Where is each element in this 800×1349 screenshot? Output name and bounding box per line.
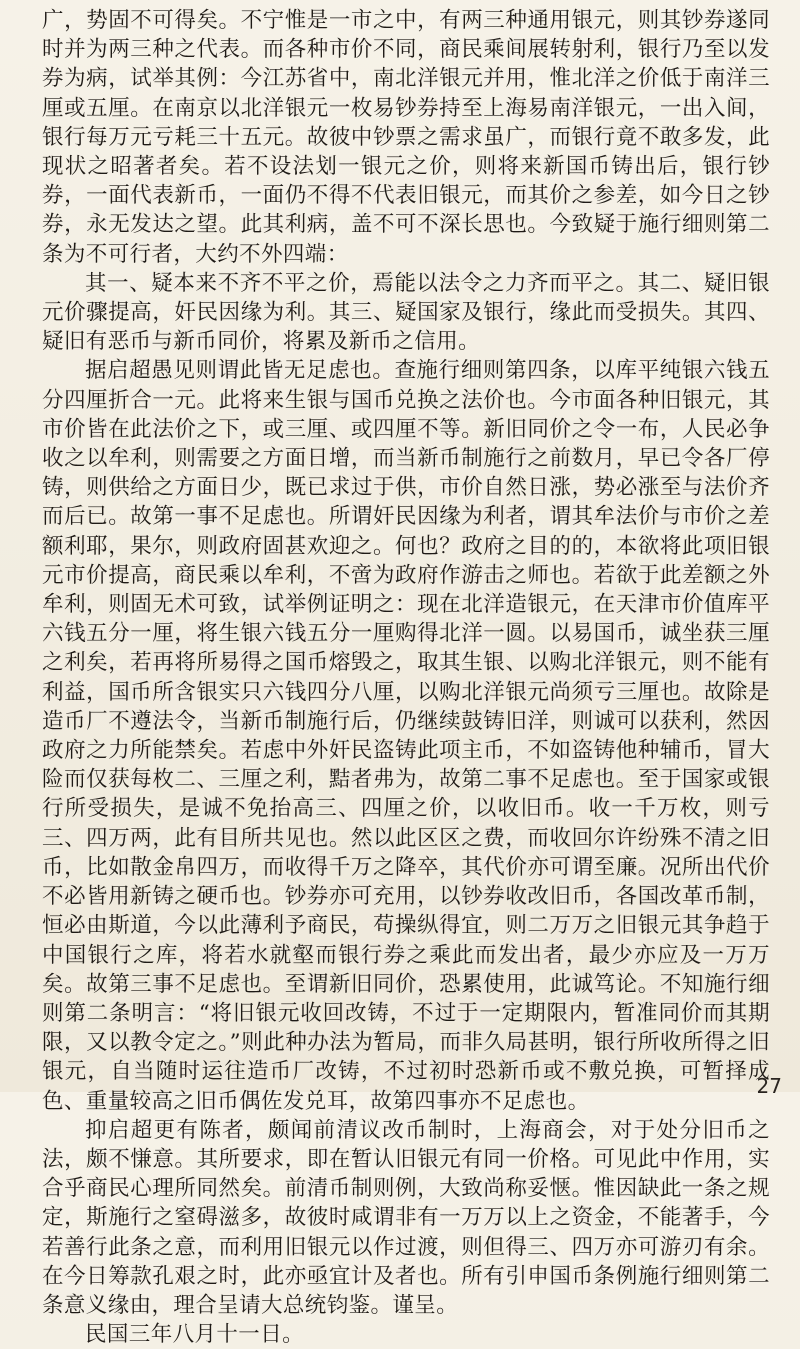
date-line: 民国三年八月十一日。: [85, 1322, 305, 1348]
paragraph-3: 据启超愚见则谓此皆无足虑也。查施行细则第四条，以库平纯银六钱五分四厘折合一元。此将来生银与国币兑换之法价也。今市面各种旧银元，其市价皆在此法价之下，或三厘、或四厘不等。新旧同价之令一布，人民必争收之以牟利，则需要之方面日增，而当新币制施行之前数月，早已令各厂停铸，则供给之方面日少，既已求过于供，市价自然日涨，势必涨至与法价齐而后已。故第一事不足虑也。所谓奸民因缘为利者，谓其牟法价与市价之差额利耶，果尔，则政府固甚欢迎之。何也？政府之目的的，本欲将此项旧银元市价提高，商民乘以牟利，不啻为政府作游击之师也。若欲于此差额之外牟利，则固无术可致，试举例证明之：现在北洋造银元，在天津市价值库平六钱五分一厘，将生银六钱五分一厘购得北洋一圆。以易国币，诚坐获三厘之利矣，若再将所易得之国币熔毁之，取其生银、以购北洋银元，则不能有利益，国币所含银实只六钱四分八厘，以购北洋银元尚须亏三厘也。故除是造币厂不遵法令，当新币制施行后，仍继续鼓铸旧洋，则诚可以获利，然因政府之力所能禁矣。若虑中外奸民盗铸此项主币，不如盗铸他种辅币，冒大险而仅获每枚二、三厘之利，黠者弗为，故第二事不足虑也。至于国家或银行所受损失，是诚不免抬高三、四厘之价，以收旧币。收一千万枚，则亏三、四万两，此有目所共见也。然以此区区之费，而收回尔许纷殊不清之旧币，比如散金帛四万，而收得千万之降卒，其代价亦可谓至廉。况所出代价不必皆用新铸之硬币也。钞券亦可充用，以钞券收改旧币，各国改革币制，恒必由斯道，今以此薄利予商民，苟操纵得宜，则二万万之旧银元其争趋于中国银行之库，将若水就壑而银行券之乘此而发出者，最少亦应及一万万矣。故第三事不足虑也。至谓新旧同价，恐累使用，此诚笃论。不知施行细则第二条明言：“将旧银元收回改铸，不过于一定期限内，暂准同价而其期限，又以教令定之。”则此种办法为暂局，而非久局甚明，银行所收所得之旧银元，自当随时运往造币厂改铸，不过初时恐新币或不敷兑换，可暂择成色、重量较高之旧币偶佐发兑耳，故第四事亦不足虑也。: [42, 358, 770, 1114]
paragraph-2: 其一、疑本来不齐不平之价，焉能以法令之力齐而平之。其二、疑旧银元价骤提高，奸民因缘为利。其三、疑国家及银行，缘此而受损失。其四、疑旧有恶币与新币同价，将累及新币之信用。: [42, 270, 770, 355]
paragraph-1: 广，势固不可得矣。不宁惟是一市之中，有两三种通用银元，则其钞券遂同时并为两三种之代表。而各种市价不同，商民乘间展转射利，银行乃至以发券为病，试举其例：今江苏省中，南北洋银元并用，惟北洋之价低于南洋三厘或五厘。在南京以北洋银元一枚易钞券持至上海易南洋银元，一出入间，银行每万元亏耗三十五元。故彼中钞票之需求虽广，而银行竟不敢多发，此现状之昭著者矣。若不设法划一银元之价，则将来新国币铸出后，银行钞券，一面代表新币，一面仍不得不代表旧银元，而其价之参差，如今日之钞券，永无发达之望。此其利病，盖不可不深长思也。今致疑于施行细则第二条为不可行者，大约不外四端：: [42, 8, 770, 267]
page-number: 27: [756, 1074, 782, 1098]
paragraph-4: 抑启超更有陈者，颇闻前清议改币制时，上海商会，对于处分旧币之法，颇不慊意。其所要求，即在暂认旧银元有同一价格。可见此中作用，实合乎商民心理所同然矣。前清币制则例，大致尚称妥惬。惟因缺此一条之规定，斯施行之窒碍滋多，故彼时咸谓非有一万万以上之资金，不能著手，今若善行此条之意，而利用旧银元以作过渡，则但得三、四万亦可游刃有余。在今日筹款孔艰之时，此亦亟宜计及者也。所有引申国币条例施行细则第二条意义缘由，理合呈请大总统钧鉴。谨呈。: [42, 1117, 770, 1318]
